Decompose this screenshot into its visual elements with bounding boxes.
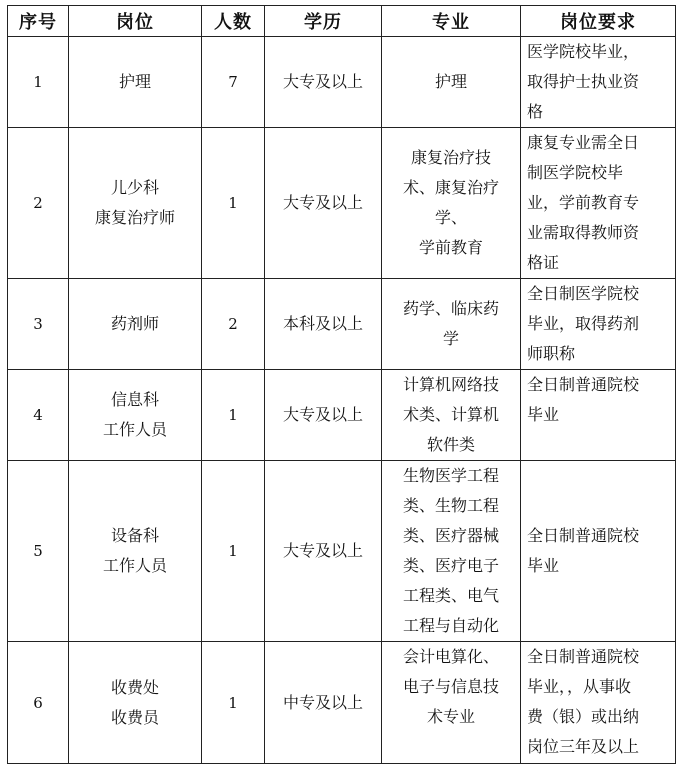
requirement-cell xyxy=(521,461,676,642)
requirement-line: 康复专业需全日 xyxy=(527,133,640,152)
position-cell xyxy=(69,642,202,764)
seq-cell: 3 xyxy=(8,279,69,370)
recruitment-table xyxy=(7,5,676,764)
requirement-cell xyxy=(521,370,676,461)
major-line: 生物医学工程 xyxy=(402,466,499,485)
major-line: 计算机网络技 xyxy=(402,375,499,394)
position-cell xyxy=(69,279,202,370)
requirement-line: 毕业 xyxy=(527,405,560,424)
position-line: 护理 xyxy=(118,72,151,91)
education-cell: 大专及以上 xyxy=(265,461,382,642)
major-cell xyxy=(382,642,521,764)
major-line: 类、医疗电子 xyxy=(402,556,499,575)
requirement-line: 业，学前教育专 xyxy=(527,193,640,212)
requirement-line: 师职称 xyxy=(527,344,576,363)
major-cell xyxy=(382,279,521,370)
requirement-line: 岗位三年及以上 xyxy=(527,737,640,756)
seq-cell: 5 xyxy=(8,461,69,642)
header-major: 专业 xyxy=(382,6,521,37)
position-line: 信息科 xyxy=(110,390,159,409)
requirement-line: 制医学院校毕 xyxy=(527,163,624,182)
position-line: 收费员 xyxy=(110,707,159,727)
requirement-cell xyxy=(521,37,676,128)
requirement-line: 毕业，取得药剂 xyxy=(527,314,640,333)
major-cell xyxy=(382,370,521,461)
major-line: 学 xyxy=(442,329,459,348)
table-row xyxy=(8,128,676,279)
header-seq: 序号 xyxy=(8,6,69,37)
position-line: 儿少科 xyxy=(110,178,159,197)
seq-cell: 1 xyxy=(8,37,69,128)
major-line: 学前教育 xyxy=(418,238,483,257)
major-line: 软件类 xyxy=(426,435,475,454)
position-line: 药剂师 xyxy=(110,314,159,333)
education-cell: 大专及以上 xyxy=(265,370,382,461)
requirement-line: 毕业 xyxy=(527,556,560,575)
requirement-line: 格证 xyxy=(527,253,560,272)
education-cell: 大专及以上 xyxy=(265,128,382,279)
table-row xyxy=(8,461,676,642)
major-line: 学、 xyxy=(434,208,467,227)
header-requirement: 岗位要求 xyxy=(521,6,676,37)
count-cell: 1 xyxy=(202,642,265,764)
major-cell xyxy=(382,37,521,128)
education-cell: 中专及以上 xyxy=(265,642,382,764)
major-line: 术、康复治疗 xyxy=(402,178,499,197)
major-line: 术专业 xyxy=(426,707,475,726)
education-cell: 大专及以上 xyxy=(265,37,382,128)
seq-cell: 6 xyxy=(8,642,69,764)
major-line: 工程类、电气 xyxy=(402,586,499,605)
count-cell: 2 xyxy=(202,279,265,370)
major-line: 护理 xyxy=(434,72,467,91)
position-cell xyxy=(69,37,202,128)
major-line: 工程与自动化 xyxy=(402,616,499,635)
header-row xyxy=(8,6,676,37)
count-cell: 1 xyxy=(202,461,265,642)
requirement-line: 毕业，，从事收 xyxy=(527,677,632,696)
seq-cell: 4 xyxy=(8,370,69,461)
position-cell xyxy=(69,461,202,642)
requirement-cell xyxy=(521,279,676,370)
count-cell: 1 xyxy=(202,370,265,461)
major-line: 术类、计算机 xyxy=(402,405,499,424)
requirement-line: 全日制普通院校 xyxy=(527,375,640,394)
header-count: 人数 xyxy=(202,6,265,37)
position-line: 工作人员 xyxy=(102,556,167,575)
requirement-line: 业需取得教师资 xyxy=(527,223,640,242)
seq-cell: 2 xyxy=(8,128,69,279)
requirement-cell xyxy=(521,128,676,279)
requirement-line: 格 xyxy=(527,102,544,121)
table-row xyxy=(8,279,676,370)
table-row xyxy=(8,370,676,461)
position-line: 收费处 xyxy=(110,677,159,697)
requirement-line: 全日制普通院校 xyxy=(527,526,640,545)
requirement-line: 医学院校毕业， xyxy=(527,42,640,61)
major-line: 类、生物工程 xyxy=(402,496,499,515)
major-cell xyxy=(382,461,521,642)
position-line: 工作人员 xyxy=(102,420,167,439)
position-line: 康复治疗师 xyxy=(94,208,175,227)
major-line: 药学、临床药 xyxy=(402,299,499,318)
requirement-line: 费（银）或出纳 xyxy=(527,707,640,726)
requirement-line: 取得护士执业资 xyxy=(527,72,640,91)
position-line: 设备科 xyxy=(110,526,159,545)
major-line: 类、医疗器械 xyxy=(402,526,499,545)
table-row xyxy=(8,642,676,764)
requirement-line: 全日制普通院校 xyxy=(527,647,640,666)
major-line: 电子与信息技 xyxy=(402,677,499,696)
position-cell xyxy=(69,128,202,279)
requirement-cell xyxy=(521,642,676,764)
header-education: 学历 xyxy=(265,6,382,37)
major-line: 康复治疗技 xyxy=(410,148,491,167)
position-cell xyxy=(69,370,202,461)
major-line: 会计电算化、 xyxy=(402,647,499,666)
table-row xyxy=(8,37,676,128)
major-cell xyxy=(382,128,521,279)
count-cell: 1 xyxy=(202,128,265,279)
header-position: 岗位 xyxy=(69,6,202,37)
requirement-line: 全日制医学院校 xyxy=(527,284,640,303)
education-cell: 本科及以上 xyxy=(265,279,382,370)
count-cell: 7 xyxy=(202,37,265,128)
